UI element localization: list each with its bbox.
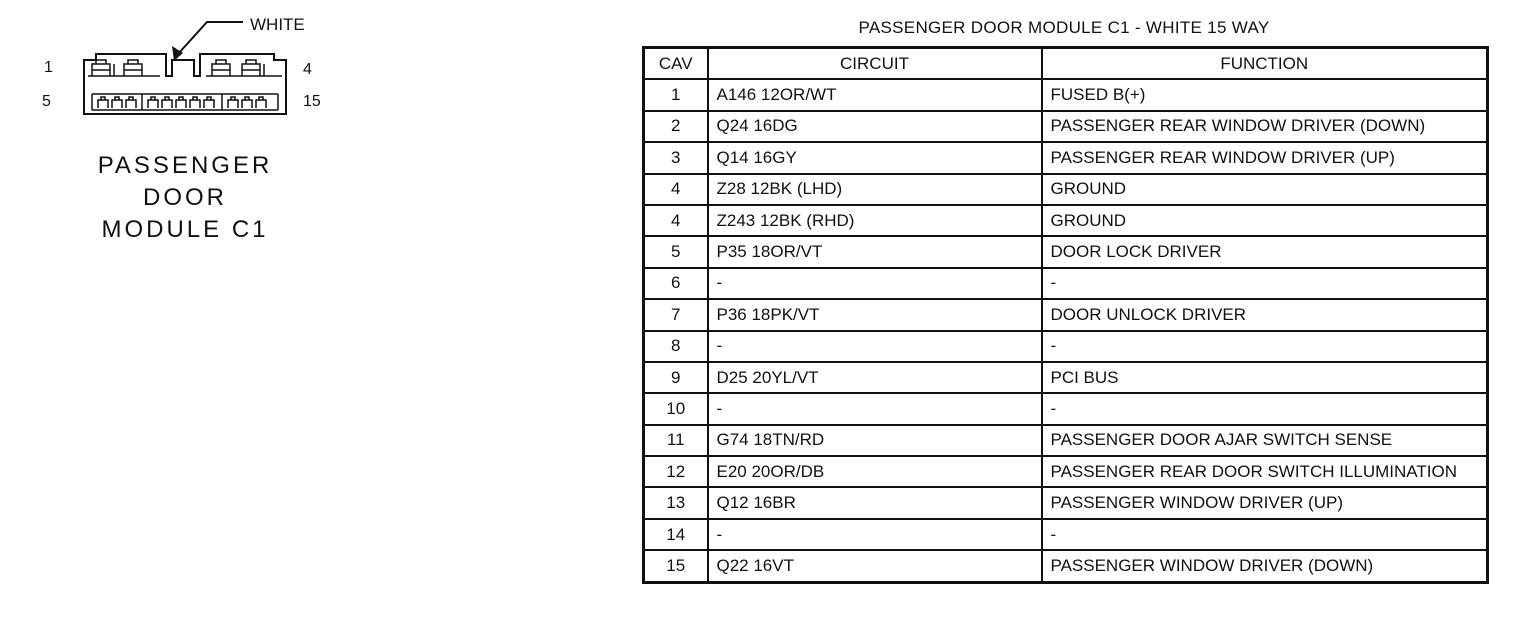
function-cell: PASSENGER WINDOW DRIVER (DOWN)	[1042, 550, 1488, 582]
connector-color-label: WHITE	[250, 15, 305, 34]
cav-cell: 11	[644, 425, 708, 456]
circuit-cell: -	[708, 268, 1042, 299]
pin-label-bottom-right: 15	[303, 93, 321, 110]
pin-label-top-right: 4	[303, 61, 312, 78]
function-cell: PASSENGER REAR WINDOW DRIVER (DOWN)	[1042, 111, 1488, 142]
table-row	[644, 111, 1488, 142]
table-row	[644, 362, 1488, 393]
circuit-cell: Z28 12BK (LHD)	[708, 174, 1042, 205]
circuit-cell: A146 12OR/WT	[708, 79, 1042, 110]
bottom-terminals	[92, 94, 278, 110]
function-cell: FUSED B(+)	[1042, 79, 1488, 110]
table-row	[644, 331, 1488, 362]
circuit-cell: Q22 16VT	[708, 550, 1042, 582]
cav-cell: 4	[644, 174, 708, 205]
function-cell: PASSENGER REAR WINDOW DRIVER (UP)	[1042, 142, 1488, 173]
cav-cell: 2	[644, 111, 708, 142]
pin-label-bottom-left: 5	[42, 93, 51, 110]
circuit-cell: Z243 12BK (RHD)	[708, 205, 1042, 236]
header-circuit: CIRCUIT	[708, 48, 1042, 80]
function-cell: PCI BUS	[1042, 362, 1488, 393]
function-cell: PASSENGER REAR DOOR SWITCH ILLUMINATION	[1042, 456, 1488, 487]
table-row	[644, 268, 1488, 299]
table-row	[644, 519, 1488, 550]
terminal-8	[148, 97, 158, 108]
function-cell: -	[1042, 268, 1488, 299]
circuit-cell: D25 20YL/VT	[708, 362, 1042, 393]
table-row	[644, 205, 1488, 236]
connector-name	[60, 150, 310, 246]
table-row	[644, 174, 1488, 205]
terminal-6	[112, 97, 122, 108]
cav-cell: 15	[644, 550, 708, 582]
circuit-cell: G74 18TN/RD	[708, 425, 1042, 456]
table-row	[644, 456, 1488, 487]
cav-cell: 12	[644, 456, 708, 487]
terminal-15	[256, 97, 266, 108]
terminal-11	[190, 97, 200, 108]
terminal-5	[98, 97, 108, 108]
function-cell: DOOR UNLOCK DRIVER	[1042, 299, 1488, 330]
table-row	[644, 236, 1488, 267]
table-row	[644, 550, 1488, 582]
cav-cell: 7	[644, 299, 708, 330]
cav-cell: 9	[644, 362, 708, 393]
table-header-row	[644, 48, 1488, 80]
color-leader-line	[178, 22, 243, 54]
terminal-12	[204, 97, 214, 108]
cav-cell: 4	[644, 205, 708, 236]
circuit-cell: -	[708, 331, 1042, 362]
connector-name-line: PASSENGER	[97, 152, 273, 179]
cav-cell: 13	[644, 487, 708, 518]
terminal-1	[92, 60, 110, 76]
circuit-cell: P35 18OR/VT	[708, 236, 1042, 267]
terminal-7	[126, 97, 136, 108]
table-title: PASSENGER DOOR MODULE C1 - WHITE 15 WAY	[858, 18, 1270, 37]
table-row	[644, 79, 1488, 110]
circuit-cell: P36 18PK/VT	[708, 299, 1042, 330]
table-row	[644, 487, 1488, 518]
terminal-14	[242, 97, 252, 108]
cav-cell: 14	[644, 519, 708, 550]
terminal-4	[242, 60, 260, 76]
table-row	[644, 425, 1488, 456]
function-cell: -	[1042, 519, 1488, 550]
function-cell: GROUND	[1042, 174, 1488, 205]
terminal-3	[212, 60, 230, 76]
connector-name-line: MODULE C1	[101, 216, 269, 243]
terminal-10	[176, 97, 186, 108]
top-terminals	[88, 60, 282, 76]
table-row	[644, 142, 1488, 173]
cav-cell: 8	[644, 331, 708, 362]
pin-label-top-left: 1	[44, 59, 53, 76]
function-cell: PASSENGER WINDOW DRIVER (UP)	[1042, 487, 1488, 518]
cav-cell: 1	[644, 79, 708, 110]
cav-cell: 10	[644, 393, 708, 424]
table-row	[644, 393, 1488, 424]
pinout-table	[642, 46, 1489, 584]
function-cell: PASSENGER DOOR AJAR SWITCH SENSE	[1042, 425, 1488, 456]
circuit-cell: -	[708, 393, 1042, 424]
color-leader-arrowhead	[172, 46, 183, 61]
connector-name-line: DOOR	[143, 184, 227, 211]
cav-cell: 5	[644, 236, 708, 267]
header-function: FUNCTION	[1042, 48, 1488, 80]
connector-diagram	[0, 0, 420, 300]
terminal-2	[124, 60, 142, 76]
circuit-cell: -	[708, 519, 1042, 550]
function-cell: GROUND	[1042, 205, 1488, 236]
terminal-9	[162, 97, 172, 108]
cav-cell: 6	[644, 268, 708, 299]
circuit-cell: E20 20OR/DB	[708, 456, 1042, 487]
header-cav: CAV	[644, 48, 708, 80]
function-cell: DOOR LOCK DRIVER	[1042, 236, 1488, 267]
terminal-13	[228, 97, 238, 108]
function-cell: -	[1042, 331, 1488, 362]
cav-cell: 3	[644, 142, 708, 173]
function-cell: -	[1042, 393, 1488, 424]
table-row	[644, 299, 1488, 330]
circuit-cell: Q12 16BR	[708, 487, 1042, 518]
circuit-cell: Q24 16DG	[708, 111, 1042, 142]
circuit-cell: Q14 16GY	[708, 142, 1042, 173]
